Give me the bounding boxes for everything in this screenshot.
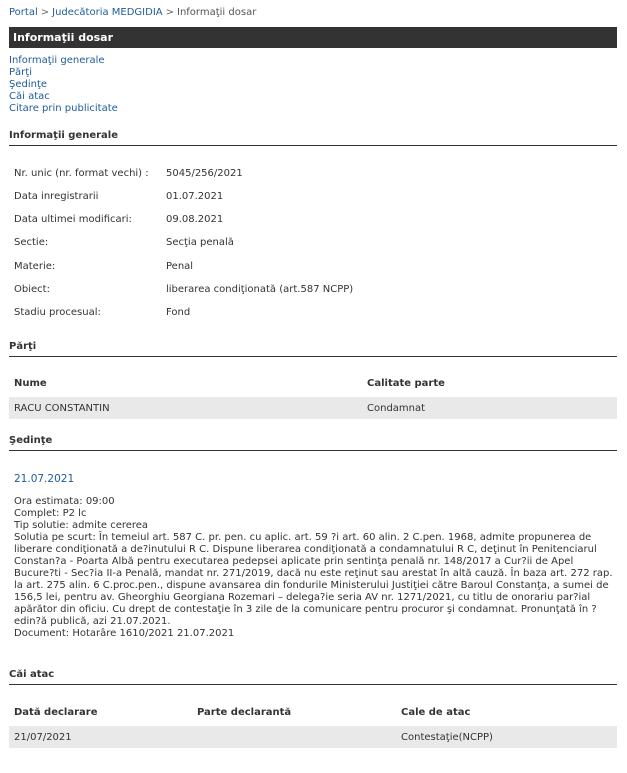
- hearing-time: Ora estimata: 09:00: [14, 496, 115, 507]
- column-header-data-declarare: Dată declarare: [14, 707, 98, 718]
- section-heading-sedinte: Şedinţe: [9, 435, 617, 451]
- info-value: Secţia penală: [166, 237, 234, 248]
- column-header-nume: Nume: [14, 378, 47, 389]
- hearing-panel: Complet: P2 lc: [14, 508, 87, 519]
- breadcrumb-separator: >: [40, 7, 50, 18]
- nav-link-cai-atac[interactable]: Căi atac: [9, 91, 50, 102]
- breadcrumb-court-link[interactable]: Judecătoria MEDGIDIA: [52, 7, 163, 18]
- info-label: Data inregistrarii: [14, 191, 99, 202]
- column-header-parte-declaranta: Parte declarantă: [197, 707, 292, 718]
- column-header-cale-atac: Cale de atac: [401, 707, 471, 718]
- column-header-calitate: Calitate parte: [367, 378, 445, 389]
- breadcrumb-separator: >: [165, 7, 174, 18]
- hearing-solution-summary: Solutia pe scurt: În temeiul art. 587 C. pr. pen. cu aplic. art. 59 ?i art. 60 alin. 2 C.pen. 1968, admite propunerea de liberare condiţionată a de?inutului R C. Dispune liberarea condiţionată a condamnatului R C, deţinut în Penitenciarul Constan?a - Poarta Albă pentru executarea pedepsei aplicate prin sentinţa penală nr. 148/2017 a Cur?ii de Apel Bucure?ti - Sec?ia II-a Penală, mandat nr. 271/2019, dacă nu este reţinut sau arestat în altă cauză. În baza art. 272 rap. la art. 275 alin. 6 C.proc.pen., dispune avansarea din fondurile Ministerului Justiţiei către Baroul Constanţa, a sumei de 156,5 lei, pentru av. Gheorghiu Georgiana Rozemari – delega?ie seria AV nr. 1271/2021, cu titlu de onorariu par?ial apărător din oficiu. Cu drept de contestaţie în 3 zile de la comunicare pentru procuror şi condamnat. Pronunţată în ?edin?ă publică, azi 21.07.2021.: [14, 532, 613, 627]
- info-value: 01.07.2021: [166, 191, 224, 202]
- info-row: [14, 261, 193, 272]
- nav-link-citare[interactable]: Citare prin publicitate: [9, 103, 118, 114]
- info-row: [14, 191, 223, 202]
- hearing-solution-type: Tip solutie: admite cererea: [14, 520, 149, 531]
- info-value: Fond: [166, 307, 191, 318]
- breadcrumb-portal-link[interactable]: Portal: [9, 7, 38, 18]
- info-value: Penal: [166, 261, 194, 272]
- info-label: Stadiu procesual:: [14, 307, 101, 318]
- info-label: Data ultimei modificari:: [14, 214, 132, 225]
- breadcrumb-current: Informaţii dosar: [177, 7, 257, 18]
- info-row: [14, 284, 353, 295]
- info-label: Sectie:: [14, 237, 49, 248]
- hearing-date: 21.07.2021: [14, 473, 75, 485]
- nav-link-parti[interactable]: Părţi: [9, 67, 32, 78]
- section-heading-parti: Părţi: [9, 341, 617, 357]
- info-row: [14, 307, 190, 318]
- info-label: Materie:: [14, 261, 56, 272]
- page-title: Informaţii dosar: [9, 27, 617, 48]
- nav-link-informatii-generale[interactable]: Informaţii generale: [9, 55, 105, 66]
- table-row: [9, 726, 617, 748]
- appeal-date: 21/07/2021: [14, 732, 72, 743]
- info-value: liberarea condiţionată (art.587 NCPP): [166, 284, 354, 295]
- info-row: [14, 237, 234, 248]
- section-heading-cai-atac: Căi atac: [9, 669, 617, 685]
- info-label: Obiect:: [14, 284, 50, 295]
- appeal-type: Contestaţie(NCPP): [401, 732, 493, 743]
- nav-link-sedinte[interactable]: Şedinţe: [9, 79, 48, 90]
- breadcrumb: [9, 7, 256, 18]
- info-value: 5045/256/2021: [166, 168, 243, 179]
- info-label: Nr. unic (nr. format vechi) :: [14, 168, 149, 179]
- hearing-document: Document: Hotarâre 1610/2021 21.07.2021: [14, 628, 235, 639]
- party-name: RACU CONSTANTIN: [14, 403, 110, 414]
- info-value: 09.08.2021: [166, 214, 224, 225]
- hearing-details: [14, 496, 614, 640]
- party-role: Condamnat: [367, 403, 426, 414]
- info-row: [14, 168, 243, 179]
- section-heading-informatii: Informaţii generale: [9, 130, 617, 146]
- section-nav: [9, 55, 118, 115]
- info-row: [14, 214, 223, 225]
